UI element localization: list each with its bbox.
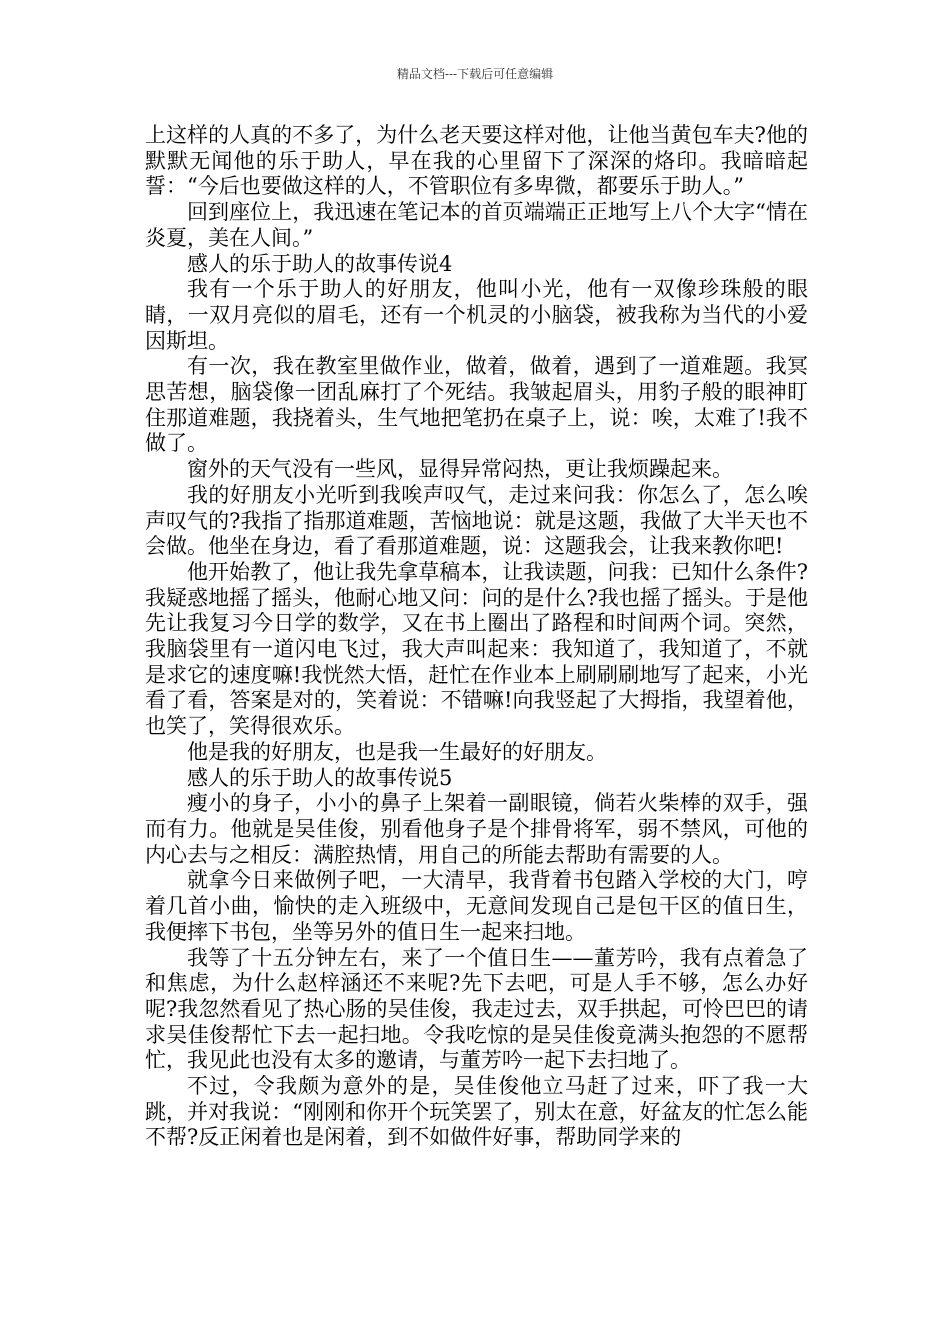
paragraph: 窗外的天气没有一些风，显得异常闷热，更让我烦躁起来。 bbox=[187, 457, 733, 482]
document-body bbox=[145, 123, 808, 1151]
paragraph: 瘦小的身子，小小的鼻子上架着一副眼镜，倘若火柴棒的双手，强而有力。他就是吴佳俊，别看他身子是个排骨将军，弱不禁风，可他的内心去与之相反：满腔热情，用自己的所能去帮助有需要的人。 bbox=[145, 791, 808, 867]
paragraph: 他开始教了，他让我先拿草稿本，让我读题，问我：已知什么条件?我疑惑地摇了摇头，他耐心地又问：问的是什么?我也摇了摇头。于是他先让我复习今日学的数学，又在书上圈出了路程和时间两个词。突然，我脑袋里有一道闪电飞过，我大声叫起来：我知道了，我知道了，不就是求它的速度嘛!我恍然大悟，赶忙在作业本上刷刷刷地写了起来，小光看了看，答案是对的，笑着说：不错嘛!向我竖起了大拇指，我望着他，也笑了，笑得很欢乐。 bbox=[145, 559, 808, 739]
paragraph: 我的好朋友小光听到我唉声叹气，走过来问我：你怎么了，怎么唉声叹气的?我指了指那道难题，苦恼地说：就是这题，我做了大半天也不会做。他坐在身边，看了看那道难题，说：这题我会，让我来教你吧! bbox=[145, 482, 808, 559]
paragraph: 上这样的人真的不多了，为什么老天要这样对他，让他当黄包车夫?他的默默无闻他的乐于助人，早在我的心里留下了深深的烙印。我暗暗起誓：“今后也要做这样的人，不管职位有多卑微，都要乐于助人。” bbox=[145, 123, 808, 199]
section-heading: 感人的乐于助人的故事传说4 bbox=[187, 251, 453, 276]
paragraph: 我等了十五分钟左右，来了一个值日生——董芳吟，我有点着急了和焦虑，为什么赵梓涵还不来呢?先下去吧，可是人手不够，怎么办好呢?我忽然看见了热心肠的吴佳俊，我走过去，双手拱起，可怜巴巴的请求吴佳俊帮忙下去一起扫地。令我吃惊的是吴佳俊竟满头抱怨的不愿帮忙，我见此也没有太多的邀请，与董芳吟一起下去扫地了。 bbox=[145, 945, 808, 1073]
paragraph: 我有一个乐于助人的好朋友，他叫小光，他有一双像珍珠般的眼睛，一双月亮似的眉毛，还有一个机灵的小脑袋，被我称为当代的小爱因斯坦。 bbox=[145, 277, 808, 353]
paragraph: 不过，令我颇为意外的是，吴佳俊他立马赶了过来，吓了我一大跳，并对我说：“刚刚和你开个玩笑罢了，别太在意，好盆友的忙怎么能不帮?反正闲着也是闲着，到不如做件好事，帮助同学来的 bbox=[145, 1074, 808, 1150]
paragraph: 他是我的好朋友，也是我一生最好的好朋友。 bbox=[187, 739, 607, 764]
section-heading: 感人的乐于助人的故事传说5 bbox=[187, 765, 453, 790]
paragraph: 回到座位上，我迅速在笔记本的首页端端正正地写上八个大字“情在炎夏，美在人间。” bbox=[145, 200, 808, 250]
page-header: 精品文档---下载后可任意编辑 bbox=[396, 67, 554, 81]
paragraph: 就拿今日来做例子吧，一大清早，我背着书包踏入学校的大门，哼着几首小曲，愉快的走入班级中，无意间发现自己是包干区的值日生，我便摔下书包，坐等另外的值日生一起来扫地。 bbox=[145, 868, 808, 944]
paragraph: 有一次，我在教室里做作业，做着，做着，遇到了一道难题。我冥思苦想，脑袋像一团乱麻打了个死结。我皱起眉头，用豹子般的眼神盯住那道难题，我挠着头，生气地把笔扔在桌子上，说：唉，太难了!我不做了。 bbox=[145, 354, 808, 456]
